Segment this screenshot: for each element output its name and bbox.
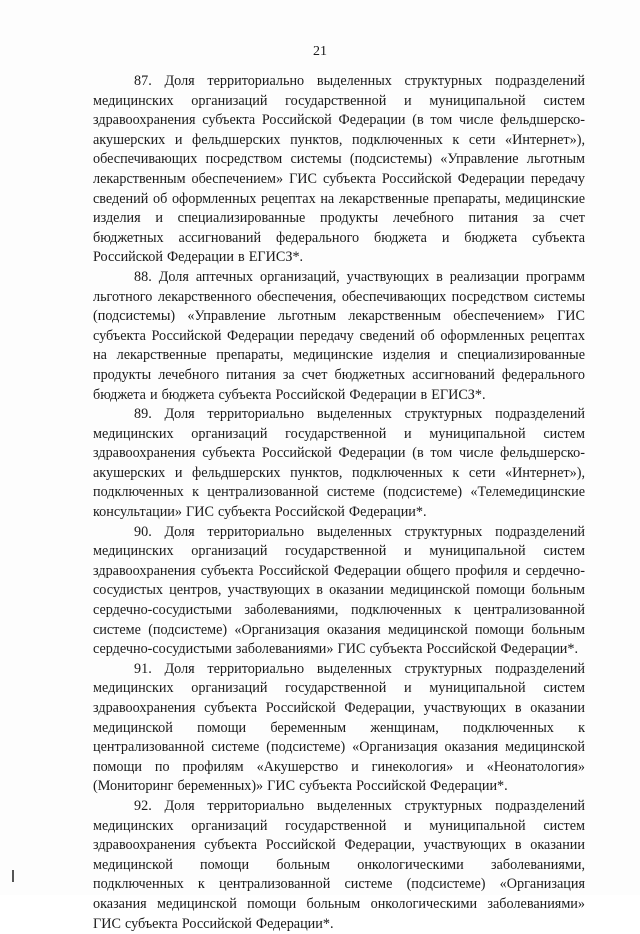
- paragraph-text: Доля аптечных организаций, участвующих в реализации программ льготного лекарственного обеспечения, обеспечивающих посредством системы (подсистемы) «Управление льготным лекарственным обеспечением» ГИС субъекта Российской Федерации передачу сведений об оформленных рецептах на лекарственные препараты, медицинские изделия и специализированные продукты лечебного питания за счет бюджетных ассигнований федерального бюджета и бюджета субъекта Российской Федерации в ЕГИСЗ*.: [93, 268, 585, 403]
- scan-artifact: [12, 870, 14, 882]
- paragraph-text: Доля территориально выделенных структурных подразделений медицинских организаций государственной и муниципальной систем здравоохранения субъекта Российской Федерации (в том числе фельдшерско-акушерских и фельдшерских пунктов, подключенных к сети «Интернет»), подключенных к централизованной системе (подсистеме) «Телемедицинские консультации» ГИС субъекта Российской Федерации*.: [93, 406, 585, 521]
- paragraph-text: Доля территориально выделенных структурных подразделений медицинских организаций государственной и муниципальной систем здравоохранения субъекта Российской Федерации, участвующих в оказании медицинской помощи беременным женщинам, подключенных к централизованной системе (подсистеме) «Организация оказания медицинской помощи по профилям «Акушерство и гинекология» и «Неонатология» (Мониторинг беременных)» ГИС субъекта Российской Федерации*.: [93, 660, 585, 795]
- paragraph-number: 88.: [134, 268, 152, 285]
- paragraph-text: Доля территориально выделенных структурных подразделений медицинских организаций государственной и муниципальной систем здравоохранения субъекта Российской Федерации общего профиля и сердечно-сосудистых центров, участвующих в оказании медицинской помощи больным сердечно-сосудистыми заболеваниями, подключенных к централизованной системе (подсистеме) «Организация оказания медицинской помощи больным сердечно-сосудистыми заболеваниями» ГИС субъекта Российской Федерации*.: [93, 523, 585, 658]
- paragraph-92: [93, 797, 585, 934]
- paragraph-89: [93, 405, 585, 523]
- paragraph-number: 90.: [134, 523, 152, 540]
- paragraph-number: 89.: [134, 406, 152, 423]
- paragraph-87: [93, 72, 585, 268]
- page-number: 21: [313, 44, 327, 59]
- paragraph-88: [93, 268, 585, 405]
- paragraph-text: Доля территориально выделенных структурных подразделений медицинских организаций государственной и муниципальной систем здравоохранения субъекта Российской Федерации, участвующих в оказании медицинской помощи больным онкологическими заболеваниями, подключенных к централизованной системе (подсистеме) «Организация оказания медицинской помощи больным онкологическими заболеваниями» ГИС субъекта Российской Федерации*.: [93, 797, 585, 932]
- paragraph-text: Доля территориально выделенных структурных подразделений медицинских организаций государственной и муниципальной систем здравоохранения субъекта Российской Федерации (в том числе фельдшерско-акушерских и фельдшерских пунктов, подключенных к сети «Интернет»), обеспечивающих посредством системы (подсистемы) «Управление льготным лекарственным обеспечением» ГИС субъекта Российской Федерации передачу сведений об оформленных рецептах на лекарственные препараты, медицинские изделия и специализированные продукты лечебного питания за счет бюджетных ассигнований федерального бюджета и бюджета субъекта Российской Федерации в ЕГИСЗ*.: [93, 73, 585, 266]
- paragraph-number: 91.: [134, 660, 152, 677]
- document-body: [93, 72, 585, 934]
- paragraph-number: 87.: [134, 73, 152, 89]
- paragraph-number: 92.: [134, 797, 152, 814]
- paragraph-90: [93, 523, 585, 660]
- paragraph-91: [93, 660, 585, 797]
